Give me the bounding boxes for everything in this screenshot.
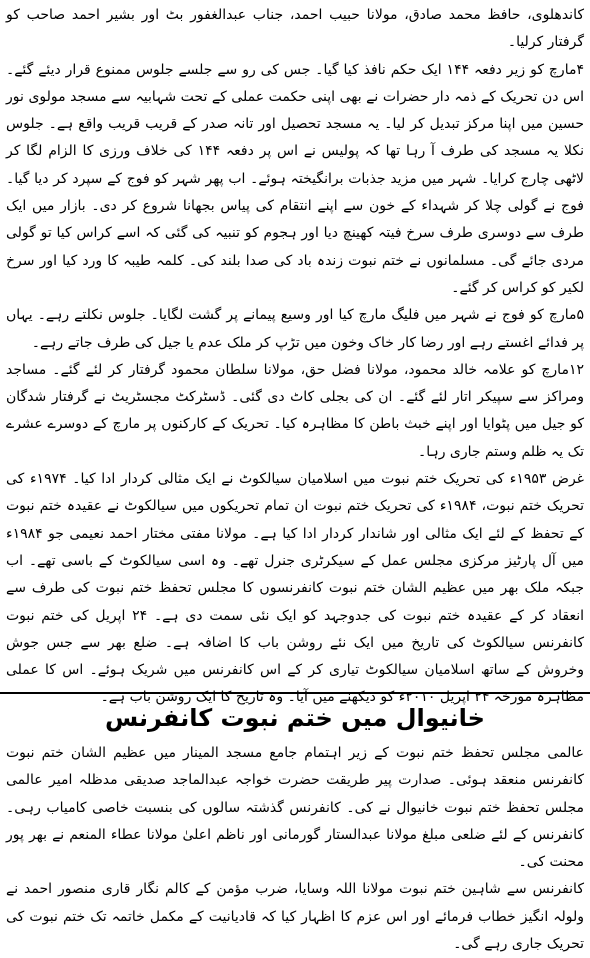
- lower-article-heading: خانیوال میں ختم نبوت کانفرنس: [105, 704, 485, 732]
- upper-paragraph-2: ۴مارچ کو زیر دفعہ ۱۴۴ ایک حکم نافذ کیا گیا۔ جس کی رو سے جلسے جلوس ممنوع قرار دیئے گئے۔ اس دن تحریک کے ذمہ دار حضرات نے بھی اپنی حکمت عملی کے تحت شہابیہ سے مسجد مولوی نور حسین میں اپنا مرکز تبدیل کر لیا۔ یہ مسجد تحصیل اور تانہ صدر کے قریب قریب واقع ہے۔ جلوس نکلا یہ مسجد کی طرف آ رہا تھا کہ پولیس نے اس پر دفعہ ۱۴۴ کی خلاف ورزی کا الزام لگا کر لاٹھی چارج کرایا۔ شہر میں مزید جذبات برانگیختہ ہوئے۔ اب پھر شہر کو فوج کے سپرد کر دیا گیا۔ فوج نے گولی چلا کر شہداء کے خون سے اپنے انتقام کی پیاس بجھانا شروع کر دی۔ بازار میں ایک طرف سے دوسری طرف سرخ فیتہ کھینچ دیا اور ہجوم کو تنبیہ کی گئی کہ اسے کراس کیا تو گولی مردی جائے گی۔ مسلمانوں نے ختم نبوت زندہ باد کی صدا بلند کی۔ کلمہ طیبہ کا ورد کیا اور سرخ لکیر کو کراس کر گئے۔: [6, 61, 584, 296]
- upper-article: [6, 2, 584, 712]
- section-divider: [0, 692, 590, 694]
- upper-paragraph-3: ۵مارچ کو فوج نے شہر میں فلیگ مارچ کیا اور وسیع پیمانے پر گشت لگایا۔ جلوس نکلتے رہے۔ یہاں پر فدائے اغستے رہے اور رضا کار خاک وخون میں تڑپ کر ملک عدم یا جیل کی طرف جاتے رہے۔: [6, 307, 584, 351]
- upper-paragraph-1: کاندھلوی، حافظ محمد صادق، مولانا حبیب احمد، جناب عبدالغفور بٹ اور بشیر احمد صاحب کو گرفتار کرلیا۔: [6, 7, 584, 51]
- upper-paragraph-4: ۱۲مارچ کو علامہ خالد محمود، مولانا فضل حق، مولانا سلطان محمود گرفتار کر لئے گئے۔ مساجد ومراکز سے سپیکر اتار لئے گئے۔ ان کی بجلی کاٹ دی گئی۔ ڈسٹرکٹ مجسٹریٹ نے گرفتار شدگان کو جیل میں پٹوایا اور اپنے خبث باطن کا مظاہرہ کیا۔ تحریک کے کارکنوں پر مارچ کے دوسرے عشرے تک یہ ظلم وستم جاری رہا۔: [6, 361, 584, 460]
- lower-paragraph-2: کانفرنس سے شاہین ختم نبوت مولانا اللہ وسایا، ضرب مؤمن کے کالم نگار قاری منصور احمد نے ولولہ انگیز خطاب فرمائے اور اس عزم کا اظہار کیا کہ قادیانیت کے مکمل خاتمہ تک ختم نبوت کی تحریک جاری رہے گی۔: [6, 881, 584, 953]
- lower-article: [6, 740, 584, 958]
- lower-paragraph-1: عالمی مجلس تحفظ ختم نبوت کے زیر اہتمام جامع مسجد المینار میں عظیم الشان ختم نبوت کانفرنس منعقد ہوئی۔ صدارت پیر طریقت حضرت خواجہ عبدالماجد صدیقی مدظلہ امیر عالمی مجلس تحفظ ختم نبوت خانیوال نے کی۔ کانفرنس گذشتہ سالوں کی بنسبت خاصی کامیاب رہی۔ کانفرنس کے لئے ضلعی مبلغ مولانا عبدالستار گورمانی اور ناظم اعلیٰ مولانا عطاء المنعم نے بھر پور محنت کی۔: [6, 745, 584, 871]
- upper-paragraph-5: غرض ۱۹۵۳ء کی تحریک ختم نبوت میں اسلامیان سیالکوٹ نے ایک مثالی کردار ادا کیا۔ ۱۹۷۴ء کی تحریک ختم نبوت، ۱۹۸۴ء کی تحریک ختم نبوت ان تمام تحریکوں میں سیالکوٹ نے عقیدہ ختم نبوت کے تحفظ کے لئے ایک مثالی اور شاندار کردار ادا کیا ہے۔ مولانا مفتی مختار احمد نعیمی جو ۱۹۸۴ء میں آل پارٹیز مرکزی مجلس عمل کے سیکرٹری جنرل تھے۔ وہ اسی سیالکوٹ کے باسی تھے۔ اب جبکہ ملک بھر میں عظیم الشان ختم نبوت کانفرنسوں کا مجلس تحفظ ختم نبوت کی طرف سے انعقاد کر کے عقیدہ ختم نبوت کی جدوجہد کو ایک نئی سمت دی ہے۔ ۲۴ اپریل کی ختم نبوت کانفرنس سیالکوٹ کی تاریخ میں ایک نئے روشن باب کا اضافہ ہے۔ ضلع بھر سے جس جوش وخروش کے ساتھ اسلامیان سیالکوٹ تیاری کر کے اس کانفرنس میں شریک ہوئے۔ اس کا عملی مظاہرہ مورخہ ۲۴ اپریل ۲۰۱۰ء کو دیکھنے میں آیا۔ وہ تاریخ کا ایک روشن باب ہے۔: [6, 471, 585, 706]
